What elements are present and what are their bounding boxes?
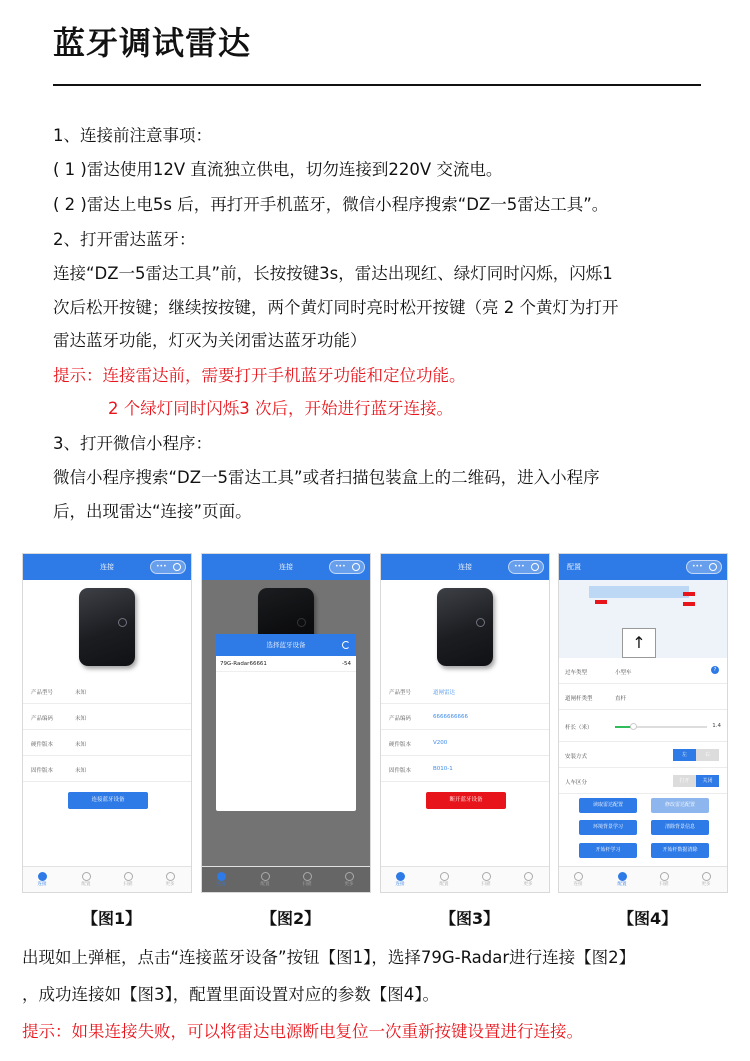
person-on-option[interactable]: 打开 [673, 775, 696, 787]
close-icon [173, 563, 181, 571]
tab-label: 连接 [395, 882, 405, 887]
target-icon [303, 872, 312, 881]
section2-tip2: 2 个绿灯同时闪烁3 次后，开始进行蓝牙连接。 [108, 399, 453, 418]
row-value: 道闸雷达 [433, 690, 456, 696]
tab-config[interactable] [615, 872, 629, 888]
nav-title: 连接 [100, 563, 114, 571]
read-config-button[interactable]: 读取雷达配置 [579, 798, 637, 813]
marker [595, 600, 607, 604]
caption-4: 【图4】 [618, 909, 678, 928]
row-label: 人车区分 [565, 780, 588, 786]
tab-label: 连接 [216, 882, 226, 887]
caption-2: 【图2】 [261, 909, 321, 928]
row-value: V200 [433, 740, 448, 746]
nav-title: 连接 [458, 563, 472, 571]
tab-bar [23, 866, 191, 892]
clear-pole-button[interactable]: 开始杆数据清除 [651, 843, 709, 858]
tab-label: 更多 [701, 882, 711, 887]
nav-bar [559, 554, 727, 580]
disconnect-bluetooth-button[interactable]: 断开蓝牙设备 [426, 792, 506, 809]
power-button-icon [118, 618, 127, 627]
tab-config[interactable] [437, 872, 451, 888]
section2-line1: 连接“DZ一5雷达工具”前，长按按键3s，雷达出现红、绿灯同时闪烁，闪烁1 [53, 264, 613, 283]
page-title: 蓝牙调试雷达 [53, 24, 252, 62]
tab-scan[interactable] [479, 872, 493, 888]
row-value: 未知 [75, 690, 87, 696]
tab-label: 配置 [439, 882, 449, 887]
info-row [381, 678, 549, 704]
menu-capsule[interactable] [329, 560, 365, 574]
config-row [559, 710, 727, 742]
dialog-title: 选择蓝牙设备 [266, 641, 306, 649]
row-label: 产品编码 [31, 716, 54, 722]
tab-label: 扫描 [123, 882, 133, 887]
more-icon: ••• [514, 563, 525, 570]
marker [683, 602, 695, 606]
row-label: 硬件版本 [31, 742, 54, 748]
menu-capsule[interactable] [686, 560, 722, 574]
sliders-icon [82, 872, 91, 881]
slider-value: 1.4 [712, 723, 721, 729]
tab-config[interactable] [258, 872, 272, 888]
tab-more[interactable] [163, 872, 177, 888]
detection-zone [589, 586, 689, 598]
section2-line2: 次后松开按键；继续按按键，两个黄灯同时亮时松开按键（亮 2 个黄灯为打开 [53, 298, 619, 317]
screenshot-2 [201, 553, 371, 893]
menu-capsule[interactable] [508, 560, 544, 574]
device-list-item[interactable] [216, 656, 356, 672]
tab-label: 配置 [260, 882, 270, 887]
power-button-icon [476, 618, 485, 627]
row-label: 固件版本 [389, 768, 412, 774]
section1-heading: 1、连接前注意事项： [53, 126, 212, 145]
radar-device-image [79, 588, 135, 666]
target-icon [124, 872, 133, 881]
nav-bar [381, 554, 549, 580]
tab-scan[interactable] [657, 872, 671, 888]
tab-label: 更多 [523, 882, 533, 887]
nav-bar [202, 554, 370, 580]
close-icon [709, 563, 717, 571]
more-icon: ••• [156, 563, 167, 570]
row-value: B010-1 [433, 766, 453, 772]
screenshot-4 [558, 553, 728, 893]
device-name: 79G-Radar66661 [220, 661, 267, 667]
menu-icon [345, 872, 354, 881]
info-row [381, 730, 549, 756]
tab-more[interactable] [699, 872, 713, 888]
screenshot-1 [22, 553, 192, 893]
caption-1: 【图1】 [82, 909, 142, 928]
slider-handle[interactable] [630, 723, 637, 730]
person-off-option[interactable]: 关闭 [696, 775, 719, 787]
menu-icon [524, 872, 533, 881]
section1-item1: ( 1 )雷达使用12V 直流独立供电，切勿连接到220V 交流电。 [53, 160, 503, 179]
tab-label: 更多 [344, 882, 354, 887]
info-row [381, 704, 549, 730]
menu-icon [702, 872, 711, 881]
write-config-button[interactable]: 修改雷达配置 [651, 798, 709, 813]
row-value: 直杆 [615, 696, 627, 702]
row-value: 6666666666 [433, 714, 468, 720]
config-row[interactable] [559, 658, 727, 684]
info-row [23, 678, 191, 704]
arrow-up-icon: ↑ [622, 628, 656, 658]
row-label: 产品型号 [31, 690, 54, 696]
sliders-icon [618, 872, 627, 881]
menu-icon [166, 872, 175, 881]
loading-spinner-icon [342, 641, 350, 649]
tab-scan[interactable] [121, 872, 135, 888]
install-right-option[interactable]: 右 [696, 749, 719, 761]
tab-more[interactable] [342, 872, 356, 888]
tab-connect[interactable] [571, 872, 585, 888]
more-icon: ••• [335, 563, 346, 570]
learn-background-button[interactable]: 环境背景学习 [579, 820, 637, 835]
row-label: 产品编码 [389, 716, 412, 722]
tab-label: 连接 [573, 882, 583, 887]
radar-device-image [437, 588, 493, 666]
more-icon: ••• [692, 563, 703, 570]
row-label: 道闸杆类型 [565, 696, 593, 702]
help-icon[interactable]: ? [711, 666, 719, 674]
install-toggle[interactable] [673, 749, 719, 761]
pole-length-slider[interactable] [615, 726, 707, 728]
nav-title: 连接 [279, 563, 293, 571]
sliders-icon [261, 872, 270, 881]
tab-label: 连接 [37, 882, 47, 887]
tab-config[interactable] [79, 872, 93, 888]
row-label: 固件版本 [31, 768, 54, 774]
clear-background-button[interactable]: 清除背景信息 [651, 820, 709, 835]
target-icon [482, 872, 491, 881]
close-icon [352, 563, 360, 571]
title-divider [53, 84, 701, 86]
config-row [559, 742, 727, 768]
row-label: 产品型号 [389, 690, 412, 696]
info-row [23, 704, 191, 730]
tab-label: 扫描 [302, 882, 312, 887]
row-value: 未知 [75, 768, 87, 774]
tab-label: 扫描 [659, 882, 669, 887]
nav-bar [23, 554, 191, 580]
section2-heading: 2、打开雷达蓝牙： [53, 230, 196, 249]
tab-connect[interactable] [35, 872, 49, 888]
marker [683, 592, 695, 596]
person-toggle[interactable] [673, 775, 719, 787]
close-icon [531, 563, 539, 571]
section2-tip1: 提示：连接雷达前，需要打开手机蓝牙功能和定位功能。 [53, 366, 466, 385]
nav-title: 配置 [567, 563, 581, 571]
tab-bar [202, 866, 370, 892]
row-value: 未知 [75, 716, 87, 722]
sliders-icon [440, 872, 449, 881]
select-device-dialog [216, 634, 356, 811]
section3-line1: 微信小程序搜索“DZ一5雷达工具”或者扫描包装盒上的二维码，进入小程序 [53, 468, 600, 487]
row-label: 硬件版本 [389, 742, 412, 748]
info-row [23, 756, 191, 782]
tab-bar [381, 866, 549, 892]
install-diagram [559, 580, 727, 658]
tab-connect[interactable] [393, 872, 407, 888]
row-label: 安装方式 [565, 754, 588, 760]
config-row[interactable] [559, 684, 727, 710]
info-row [381, 756, 549, 782]
section3-line2: 后，出现雷达“连接”页面。 [53, 502, 252, 521]
section2-line3: 雷达蓝牙功能，灯灭为关闭雷达蓝牙功能） [53, 331, 367, 350]
tab-bar [559, 866, 727, 892]
learn-pole-button[interactable]: 开始杆学习 [579, 843, 637, 858]
target-icon [660, 872, 669, 881]
tab-scan[interactable] [300, 872, 314, 888]
info-row [23, 730, 191, 756]
section3-heading: 3、打开微信小程序： [53, 434, 212, 453]
install-left-option[interactable]: 左 [673, 749, 696, 761]
section1-item2: ( 2 )雷达上电5s 后，再打开手机蓝牙，微信小程序搜索“DZ一5雷达工具”。 [53, 195, 609, 214]
tab-label: 配置 [617, 882, 627, 887]
row-value: 小型车 [615, 670, 632, 676]
config-row [559, 768, 727, 794]
bottom-line2: ，成功连接如【图3】，配置里面设置对应的参数【图4】。 [22, 985, 439, 1004]
link-icon [217, 872, 226, 881]
tab-label: 配置 [81, 882, 91, 887]
caption-3: 【图3】 [440, 909, 500, 928]
link-icon [38, 872, 47, 881]
bottom-line1: 出现如上弹框，点击“连接蓝牙设备”按钮【图1】，选择79G-Radar进行连接【图2】 [22, 948, 636, 967]
row-label: 过车类型 [565, 670, 588, 676]
connect-bluetooth-button[interactable]: 连接蓝牙设备 [68, 792, 148, 809]
row-label: 杆长（米） [565, 725, 593, 731]
device-rssi: -54 [342, 661, 351, 667]
tab-label: 扫描 [481, 882, 491, 887]
menu-capsule[interactable] [150, 560, 186, 574]
tab-connect[interactable] [214, 872, 228, 888]
link-icon [396, 872, 405, 881]
row-value: 未知 [75, 742, 87, 748]
screenshot-3 [380, 553, 550, 893]
dialog-header [216, 634, 356, 656]
tab-more[interactable] [521, 872, 535, 888]
link-icon [574, 872, 583, 881]
bottom-tip: 提示：如果连接失败，可以将雷达电源断电复位一次重新按键设置进行连接。 [22, 1022, 583, 1041]
tab-label: 更多 [165, 882, 175, 887]
